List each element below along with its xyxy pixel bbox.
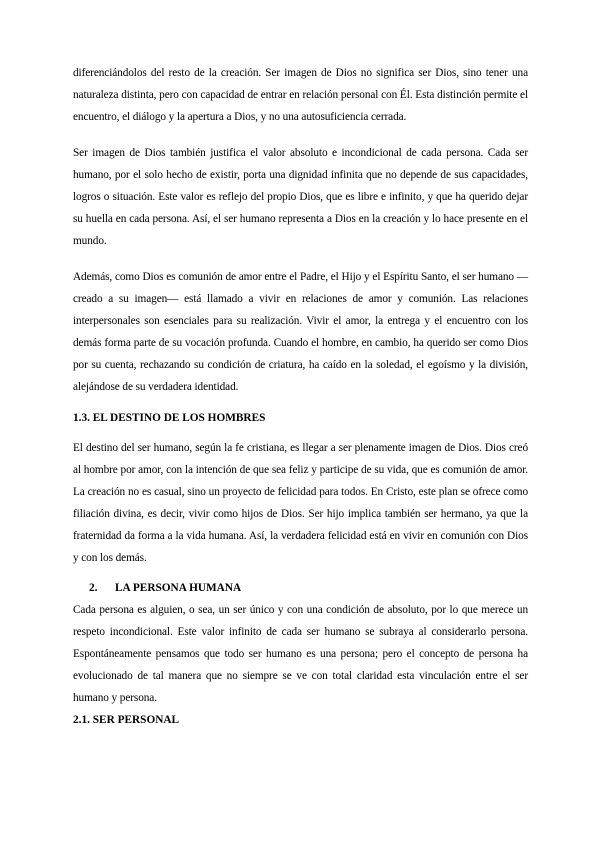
- page-content: [73, 62, 528, 731]
- section-heading-destino: 1.3. EL DESTINO DE LOS HOMBRES: [73, 412, 266, 424]
- paragraph-comunion-amor: Además, como Dios es comunión de amor entre el Padre, el Hijo y el Espíritu Santo, el ser humano —creado a su imagen— está llamado a vivir en relaciones de amor y comunión. Las relaciones interpersonales son esenciales para su realización. Vivir el amor, la entrega y el encuentro con los demás forma parte de su vocación profunda. Cuando el hombre, en cambio, ha querido ser como Dios por su cuenta, rechazando su condición de criatura, ha caído en la soledad, el egoísmo y la división, alejándose de su verdadera identidad.: [73, 271, 528, 393]
- section-title: LA PERSONA HUMANA: [115, 582, 242, 594]
- paragraph-imagen-distincion: diferenciándolos del resto de la creación. Ser imagen de Dios no significa ser Dios, sino tener una naturaleza distinta, pero con capacidad de entrar en relación personal con Él. Esta distinción permite el encuentro, el diálogo y la apertura a Dios, y no una autosuficiencia cerrada.: [73, 67, 528, 123]
- section-heading-persona-humana: [73, 577, 528, 599]
- paragraph-destino: El destino del ser humano, según la fe cristiana, es llegar a ser plenamente imagen de Dios. Dios creó al hombre por amor, con la intención de que sea feliz y participe de su vida, que es comunión de amor. La creación no es casual, sino un proyecto de felicidad para todos. En Cristo, este plan se ofrece como filiación divina, es decir, vivir como hijos de Dios. Ser hijo implica también ser hermano, ya que la fraternidad da forma a la vida humana. Así, la verdadera felicidad está en vivir en comunión con Dios y con los demás.: [73, 442, 528, 564]
- section-number: 2.: [89, 582, 98, 594]
- paragraph-valor-absoluto: Ser imagen de Dios también justifica el valor absoluto e incondicional de cada persona. Cada ser humano, por el solo hecho de existir, porta una dignidad infinita que no depende de sus capacidades, logros o situación. Este valor es reflejo del propio Dios, que es libre e infinito, y que ha querido dejar su huella en cada persona. Así, el ser humano representa a Dios en la creación y lo hace presente en el mundo.: [73, 147, 528, 247]
- paragraph-persona: Cada persona es alguien, o sea, un ser único y con una condición de absoluto, por lo que merece un respeto incondicional. Este valor infinito de cada ser humano se subraya al considerarlo persona. Espontáneamente pensamos que todo ser humano es una persona; pero el concepto de persona ha evolucionado de tal manera que no siempre se ve con total claridad esta vinculación entre el ser humano y persona.: [73, 604, 528, 704]
- subsection-heading-ser-personal: 2.1. SER PERSONAL: [73, 714, 180, 726]
